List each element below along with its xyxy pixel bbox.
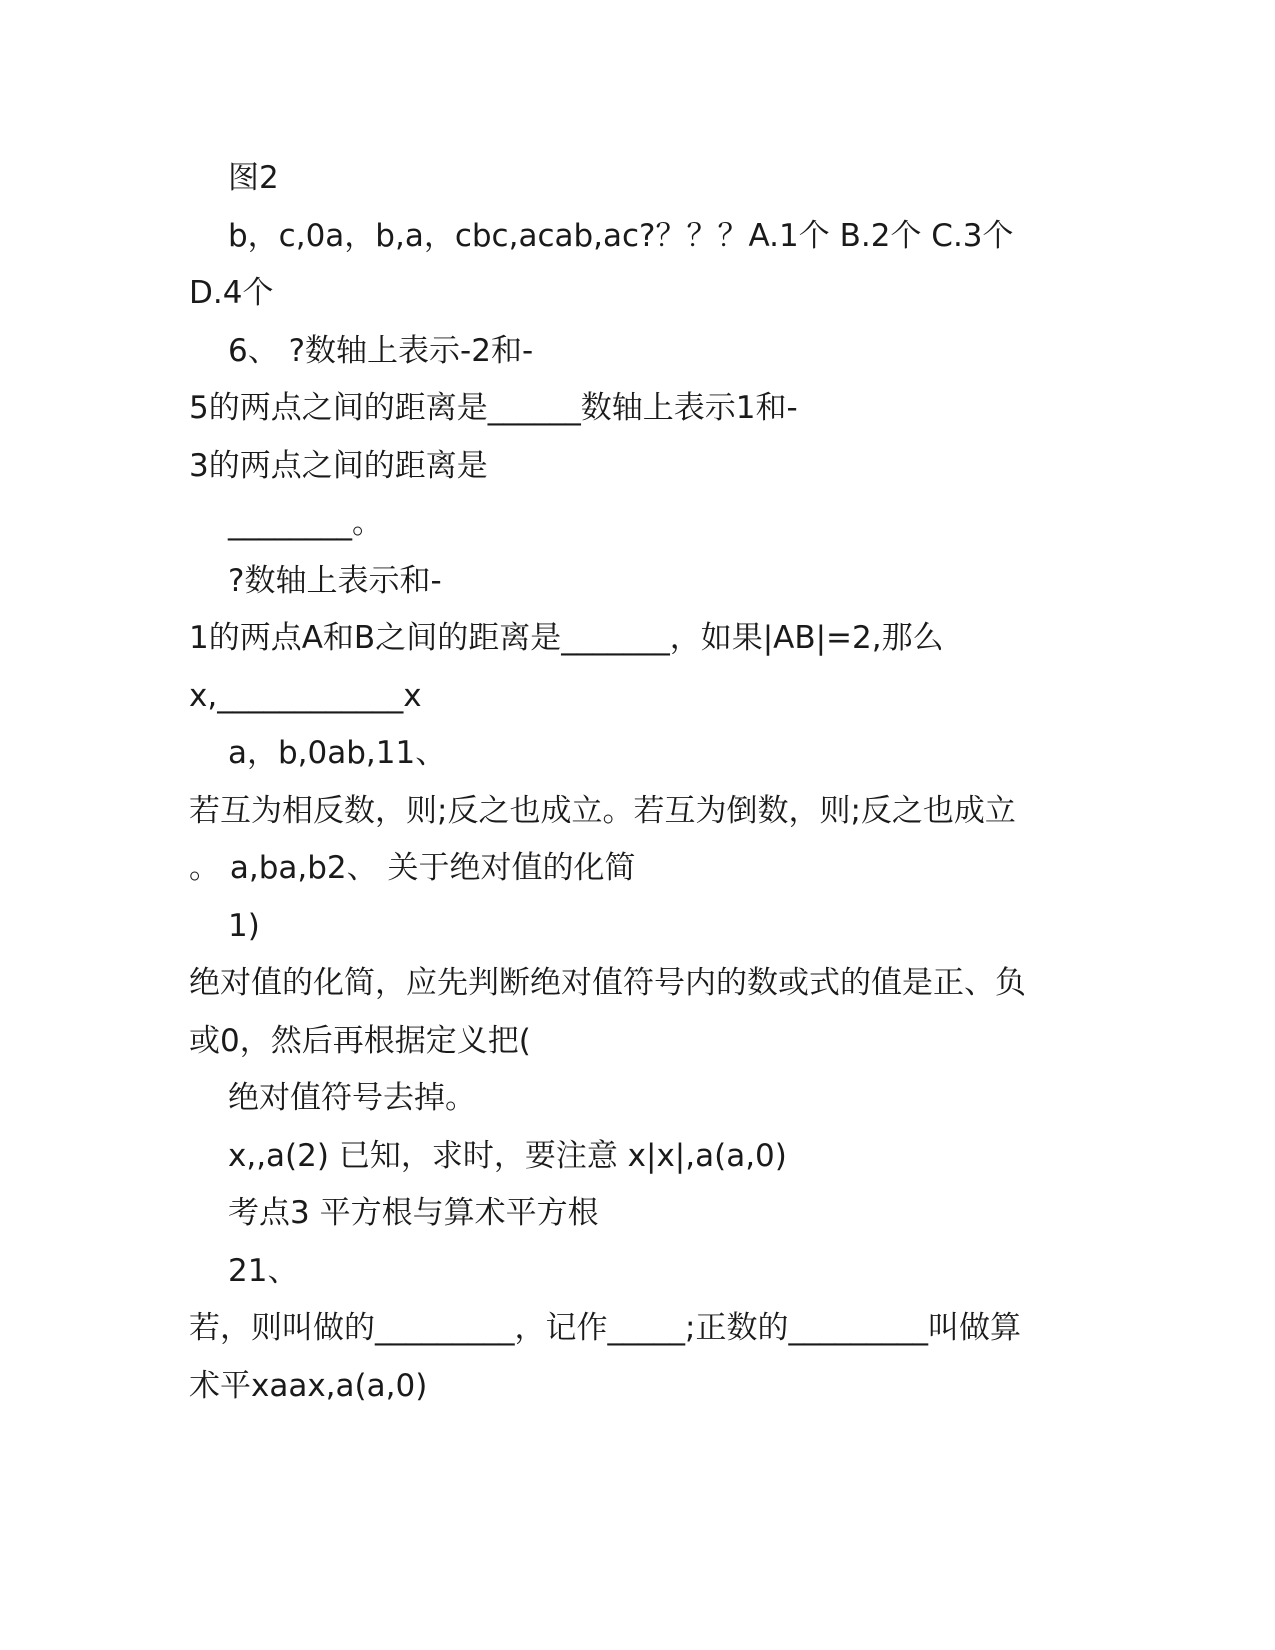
section-heading-abs-simplify: 。 a,ba,b2、 关于绝对值的化简 bbox=[189, 850, 636, 886]
section-heading-square-root: 考点3 平方根与算术平方根 bbox=[228, 1195, 599, 1231]
text-line: 或0，然后再根据定义把( bbox=[189, 1023, 531, 1059]
text-line: 若，则叫做的_________，记作_____;正数的_________叫做算 bbox=[189, 1310, 1021, 1346]
text-line: 1的两点A和B之间的距离是_______，如果|AB|=2,那么 bbox=[189, 620, 944, 656]
text-line-option-d: D.4个 bbox=[189, 275, 274, 311]
text-line-options: b，c,0a，b,a，cbc,acab,ac?？？？A.1个 B.2个 C.3个 bbox=[228, 218, 1014, 254]
text-line: ?数轴上表示和- bbox=[228, 563, 442, 599]
text-line: 若互为相反数，则;反之也成立。若互为倒数，则;反之也成立 bbox=[189, 793, 1016, 829]
answer-blank-line: ________。 bbox=[228, 505, 383, 541]
text-line: 绝对值符号去掉。 bbox=[228, 1080, 476, 1116]
text-line: x,,a(2) 已知，求时，要注意 x|x|,a(a,0) bbox=[228, 1138, 787, 1174]
list-item-number: 21、 bbox=[228, 1253, 299, 1289]
figure-caption: 图2 bbox=[228, 160, 279, 196]
question-6: 6、 ?数轴上表示-2和- bbox=[228, 333, 534, 369]
text-line: a，b,0ab,11、 bbox=[228, 735, 447, 771]
list-item-number: 1) bbox=[228, 908, 260, 944]
text-line: x,____________x bbox=[189, 678, 422, 714]
text-line: 术平xaax,a(a,0) bbox=[189, 1368, 428, 1404]
text-line: 绝对值的化简，应先判断绝对值符号内的数或式的值是正、负 bbox=[189, 965, 1026, 1001]
text-line: 5的两点之间的距离是______数轴上表示1和- bbox=[189, 390, 798, 426]
text-line: 3的两点之间的距离是 bbox=[189, 448, 488, 484]
